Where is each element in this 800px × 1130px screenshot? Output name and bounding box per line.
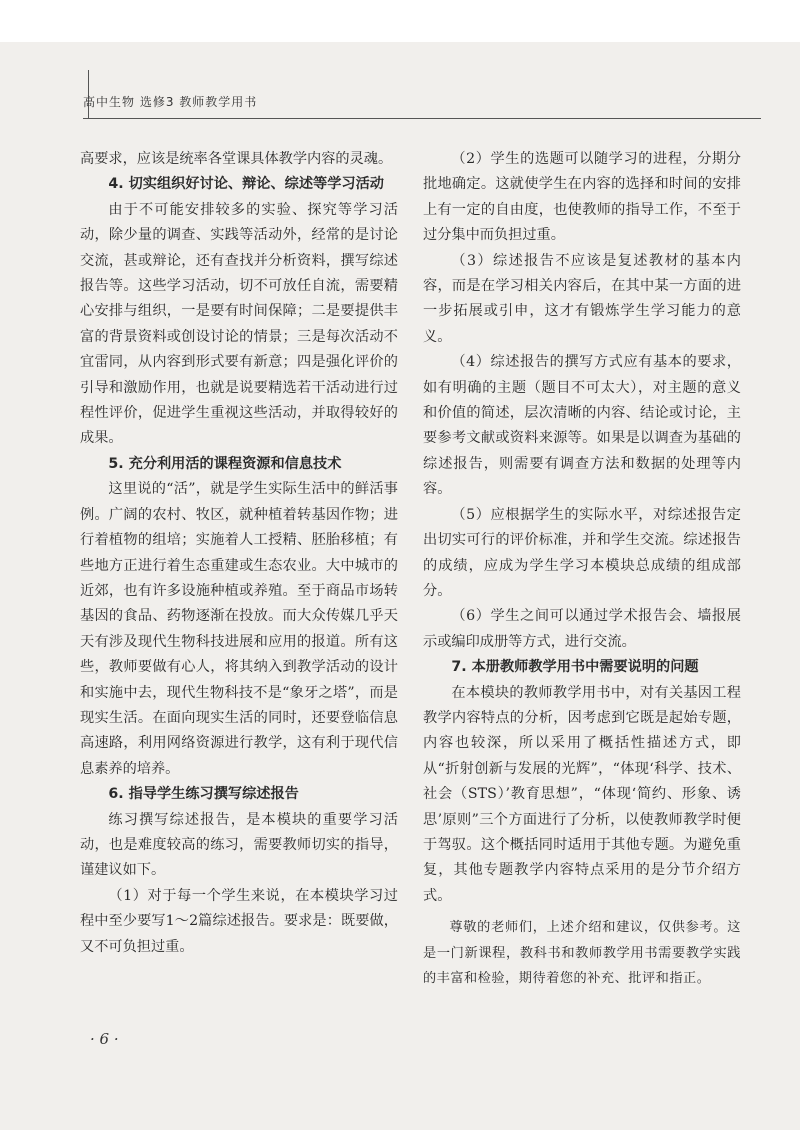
list-item-6-3: （3）综述报告不应该是复述教材的基本内容，而是在学习相关内容后，在其中某一方面的进一步拓展或引申，这才有锻炼学生学习能力的意义。 [423, 252, 741, 345]
section-heading-5: 5. 充分利用活的课程资源和信息技术 [108, 455, 342, 472]
paragraph-section-4: 由于不可能安排较多的实验、探究等学习活动，除少量的调查、实践等活动外，经常的是讨论交流，甚或辩论，还有查找并分析资料，撰写综述报告等。这些学习活动，切不可放任自流，需要精心安排与组织，一是要有时间保障；二是要提供丰富的背景资料或创设讨论的情景；三是每次活动不宜雷同，从内容到形式要有新意；四是强化评价的引导和激励作用，也就是说要精选若干活动进行过程性评价，促进学生重视这些活动，并取得较好的成果。 [80, 201, 398, 447]
right-column [423, 147, 741, 991]
paragraph-continued: 高要求，应该是统率各堂课具体教学内容的灵魂。 [80, 151, 393, 167]
header-rule [83, 118, 761, 119]
page-number: · 6 · [90, 1030, 119, 1048]
running-header: 高中生物 选修3 教师教学用书 [83, 95, 258, 109]
list-item-6-2: （2）学生的选题可以随学习的进程，分期分批地确定。这就使学生在内容的选择和时间的安排上有一定的自由度，也使教师的指导工作，不至于过分集中而负担过重。 [423, 151, 741, 244]
paragraph-section-5: 这里说的“活”，就是学生实际生活中的鲜活事例。广阔的农村、牧区，就种植着转基因作物；进行着植物的组培；实施着人工授精、胚胎移植；有些地方正进行着生态重建或生态农业。大中城市的近郊，也有许多设施种植或养殖。至于商品市场转基因的食品、药物逐渐在投放。而大众传媒几乎天天有涉及现代生物科技进展和应用的报道。所有这些，教师要做有心人，将其纳入到教学活动的设计和实施中去，现代生物科技不是“象牙之塔”，而是现实生活。在面向现实生活的同时，还要登临信息高速路，利用网络资源进行教学，这有利于现代信息素养的培养。 [80, 481, 398, 777]
left-column [80, 147, 398, 960]
paragraph-section-6: 练习撰写综述报告，是本模块的重要学习活动，也是难度较高的练习，需要教师切实的指导，谨建议如下。 [80, 811, 398, 879]
section-heading-7: 7. 本册教师教学用书中需要说明的问题 [451, 659, 699, 676]
section-heading-6: 6. 指导学生练习撰写综述报告 [108, 786, 299, 803]
paragraph-section-7: 在本模块的教师教学用书中，对有关基因工程教学内容特点的分析，因考虑到它既是起始专题，内容也较深，所以采用了概括性描述方式，即从“折射创新与发展的光辉”，“体现‘科学、技术、社会（STS）’教育思想”，“体现‘简约、形象、诱思’原则”三个方面进行了分析，以使教师教学时便于驾驭。这个概括同时适用于其他专题。为避免重复，其他专题教学内容特点采用的是分节介绍方式。 [423, 684, 741, 904]
section-heading-4: 4. 切实组织好讨论、辩论、综述等学习活动 [108, 176, 384, 193]
closing-remarks: 尊敬的老师们，上述介绍和建议，仅供参考。这是一门新课程，教科书和教师教学用书需要教学实践的丰富和检验，期待着您的补充、批评和指正。 [423, 920, 741, 986]
list-item-6-1: （1）对于每一个学生来说，在本模块学习过程中至少要写1～2篇综述报告。要求是：既要做，又不可负担过重。 [80, 887, 398, 955]
list-item-6-4: （4）综述报告的撰写方式应有基本的要求，如有明确的主题（题目不可太大），对主题的意义和价值的简述，层次清晰的内容、结论或讨论，主要参考文献或资料来源等。如果是以调查为基础的综述报告，则需要有调查方法和数据的处理等内容。 [423, 354, 741, 498]
list-item-6-5: （5）应根据学生的实际水平，对综述报告定出切实可行的评价标准，并和学生交流。综述报告的成绩，应成为学生学习本模块总成绩的组成部分。 [423, 506, 741, 599]
list-item-6-6: （6）学生之间可以通过学术报告会、墙报展示或编印成册等方式，进行交流。 [423, 608, 741, 650]
